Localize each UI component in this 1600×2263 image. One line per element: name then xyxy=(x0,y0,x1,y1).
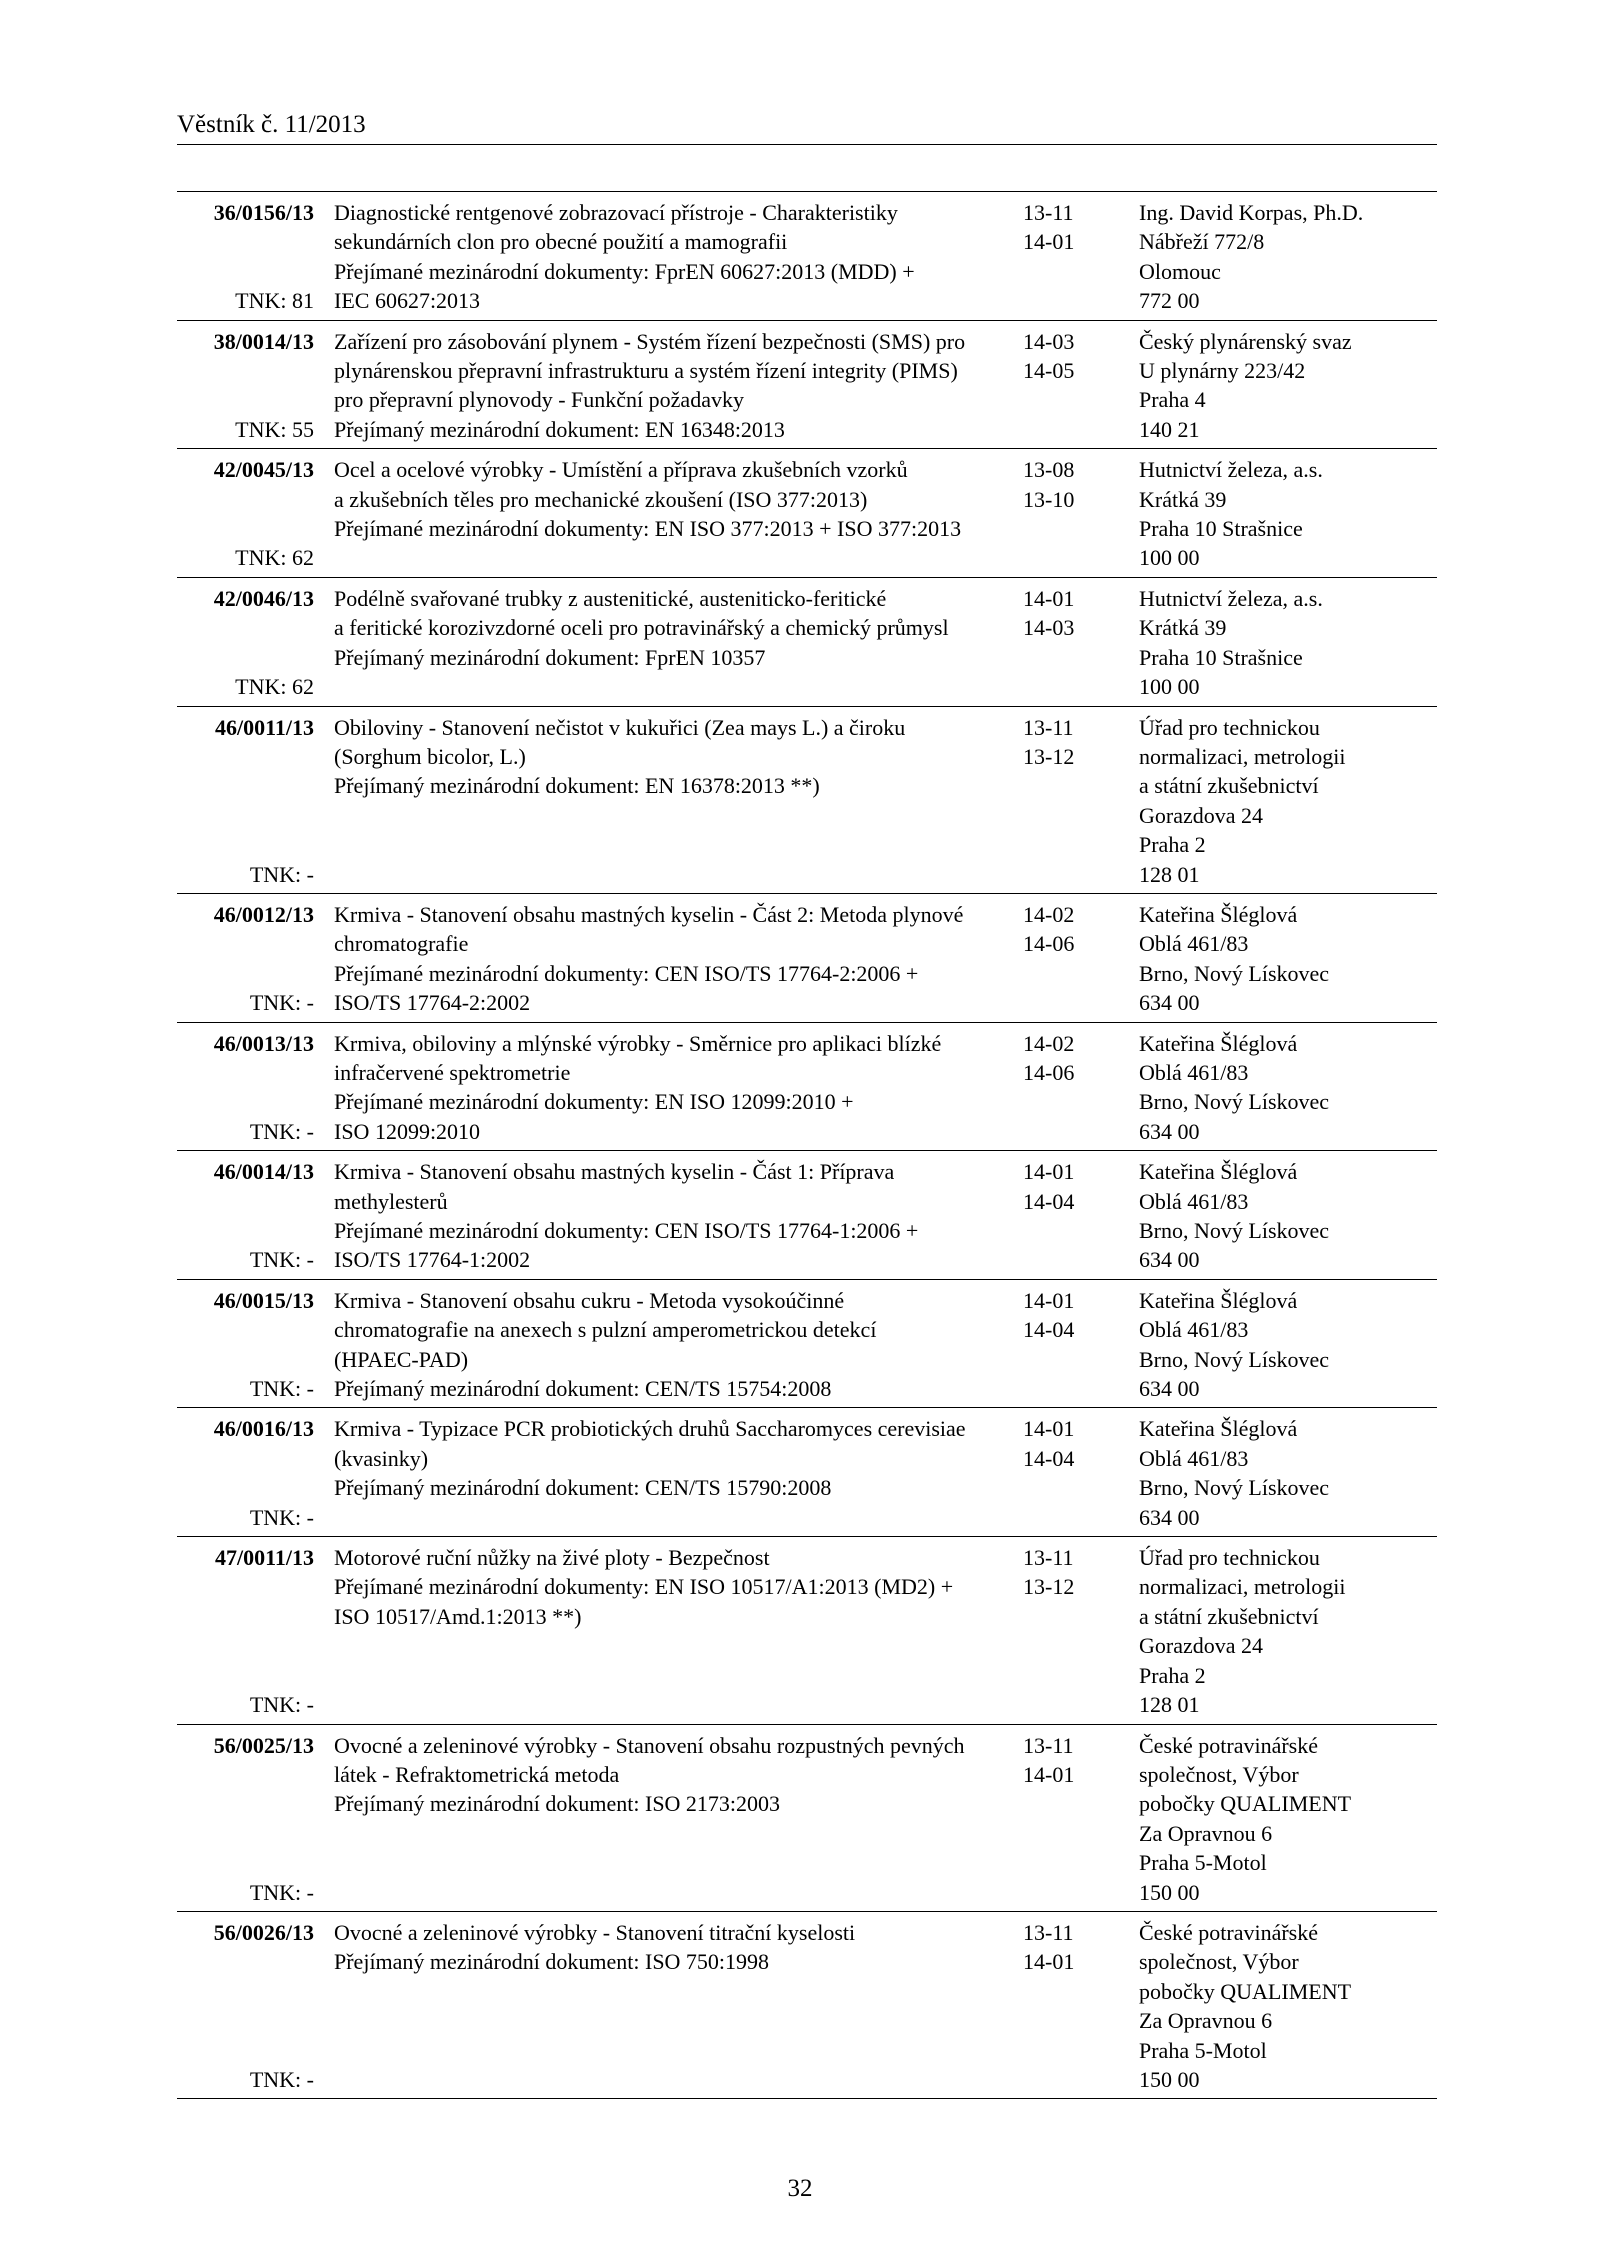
processor-address-cell xyxy=(1139,455,1437,573)
address-line: Praha 5-Motol xyxy=(1139,1850,1267,1876)
title-line: a feritické korozivzdorné oceli pro potravinářský a chemický průmysl xyxy=(334,615,949,641)
address-line: pobočky QUALIMENT xyxy=(1139,1978,1352,2004)
title-line: (Sorghum bicolor, L.) xyxy=(334,743,526,769)
address-line: 128 01 xyxy=(1139,1692,1200,1718)
page-header xyxy=(177,110,1437,145)
address-line: a státní zkušebnictví xyxy=(1139,773,1319,799)
address-line: České potravinářské xyxy=(1139,1732,1318,1758)
address-line: 128 01 xyxy=(1139,861,1200,887)
address-line: Brno, Nový Lískovec xyxy=(1139,1346,1330,1372)
date-value: 14-01 xyxy=(1023,1949,1075,1975)
table-row xyxy=(177,1537,1437,1724)
date-value: 13-11 xyxy=(1023,200,1074,225)
address-line: 634 00 xyxy=(1139,1504,1200,1530)
address-line: Za Opravnou 6 xyxy=(1139,2008,1273,2034)
standard-title-cell xyxy=(314,1157,1023,1275)
table-row xyxy=(177,1725,1437,1912)
processor-address-cell xyxy=(1139,1286,1437,1404)
date-value: 13-08 xyxy=(1023,457,1075,483)
title-line: ISO 10517/Amd.1:2013 **) xyxy=(334,1603,582,1629)
dates-cell xyxy=(1023,584,1139,702)
title-line: Krmiva, obiloviny a mlýnské výrobky - Směrnice pro aplikaci blízké xyxy=(334,1030,942,1056)
date-value: 14-03 xyxy=(1023,615,1075,641)
title-line: Přejímané mezinárodní dokumenty: CEN ISO/TS 17764-1:2006 + xyxy=(334,1218,919,1243)
address-line: Kateřina Šléglová xyxy=(1139,1287,1298,1313)
standard-number: 38/0014/13 xyxy=(213,328,314,354)
date-value: 13-11 xyxy=(1023,1545,1074,1571)
title-line: Krmiva - Stanovení obsahu mastných kyselin - Část 1: Příprava xyxy=(334,1159,895,1185)
title-line: Přejímaný mezinárodní dokument: CEN/TS 15754:2008 xyxy=(334,1376,832,1402)
title-line: Přejímaný mezinárodní dokument: ISO 2173:2003 xyxy=(334,1791,781,1817)
address-line: České potravinářské xyxy=(1139,1919,1318,1945)
date-value: 14-06 xyxy=(1023,931,1075,957)
standard-number: 46/0012/13 xyxy=(213,901,314,927)
standard-id-cell xyxy=(177,1731,314,1907)
standard-id-cell xyxy=(177,584,314,702)
date-value: 14-01 xyxy=(1023,1761,1075,1787)
address-line: Oblá 461/83 xyxy=(1139,931,1249,957)
address-line: 634 00 xyxy=(1139,1376,1200,1402)
date-value: 14-02 xyxy=(1023,901,1075,927)
tnk-label: TNK: 81 xyxy=(235,288,314,314)
date-value: 14-03 xyxy=(1023,328,1075,354)
dates-cell xyxy=(1023,1414,1139,1532)
title-line: IEC 60627:2013 xyxy=(334,288,481,314)
title-line: ISO 12099:2010 xyxy=(334,1118,481,1144)
standard-title-cell xyxy=(314,900,1023,1018)
table-row xyxy=(177,1151,1437,1280)
standard-id-cell xyxy=(177,455,314,573)
address-line: Praha 2 xyxy=(1139,832,1206,858)
address-line: Kateřina Šléglová xyxy=(1139,1159,1298,1185)
title-line: (HPAEC-PAD) xyxy=(334,1346,469,1372)
standard-number: 46/0014/13 xyxy=(213,1159,314,1185)
title-line: Přejímaný mezinárodní dokument: ISO 750:1998 xyxy=(334,1949,770,1975)
table-row xyxy=(177,321,1437,450)
standard-id-cell xyxy=(177,1029,314,1147)
standard-id-cell xyxy=(177,1286,314,1404)
date-value: 14-06 xyxy=(1023,1059,1075,1085)
address-line: 150 00 xyxy=(1139,1879,1200,1905)
standards-table xyxy=(177,191,1437,2099)
title-line: Přejímané mezinárodní dokumenty: EN ISO 10517/A1:2013 (MD2) + xyxy=(334,1574,954,1600)
dates-cell xyxy=(1023,1543,1139,1719)
address-line: Praha 10 Strašnice xyxy=(1139,516,1303,542)
address-line: Oblá 461/83 xyxy=(1139,1445,1249,1471)
standard-number: 46/0015/13 xyxy=(213,1287,314,1313)
date-value: 14-01 xyxy=(1023,1416,1075,1442)
processor-address-cell xyxy=(1139,1731,1437,1907)
table-row xyxy=(177,1408,1437,1537)
address-line: 772 00 xyxy=(1139,288,1200,314)
title-line: ISO/TS 17764-2:2002 xyxy=(334,990,531,1016)
address-line: 150 00 xyxy=(1139,2066,1200,2092)
title-line: Přejímaný mezinárodní dokument: CEN/TS 15790:2008 xyxy=(334,1475,832,1501)
address-line: Oblá 461/83 xyxy=(1139,1059,1249,1085)
title-line: plynárenskou přepravní infrastrukturu a systém řízení integrity (PIMS) xyxy=(334,358,958,384)
standard-number: 56/0026/13 xyxy=(213,1919,314,1945)
dates-cell xyxy=(1023,198,1139,316)
address-line: Brno, Nový Lískovec xyxy=(1139,1089,1330,1115)
address-line: normalizaci, metrologii xyxy=(1139,1574,1346,1600)
tnk-label: TNK: - xyxy=(249,1247,314,1273)
standard-title-cell xyxy=(314,584,1023,702)
title-line: pro přepravní plynovody - Funkční požadavky xyxy=(334,387,744,413)
table-row xyxy=(177,1280,1437,1409)
tnk-label: TNK: - xyxy=(249,1692,314,1718)
tnk-label: TNK: - xyxy=(249,1376,314,1402)
date-value: 13-11 xyxy=(1023,1732,1074,1758)
title-line: chromatografie na anexech s pulzní amperometrickou detekcí xyxy=(334,1317,877,1343)
date-value: 13-11 xyxy=(1023,1919,1074,1945)
title-line: Obiloviny - Stanovení nečistot v kukuřici (Zea mays L.) a čiroku xyxy=(334,714,906,740)
address-line: normalizaci, metrologii xyxy=(1139,743,1346,769)
date-value: 14-01 xyxy=(1023,1287,1075,1313)
standard-number: 42/0046/13 xyxy=(213,585,314,611)
processor-address-cell xyxy=(1139,1414,1437,1532)
address-line: Hutnictví železa, a.s. xyxy=(1139,457,1323,483)
processor-address-cell xyxy=(1139,713,1437,889)
address-line: 634 00 xyxy=(1139,990,1200,1016)
title-line: methylesterů xyxy=(334,1188,448,1214)
processor-address-cell xyxy=(1139,198,1437,316)
title-line: Přejímané mezinárodní dokumenty: FprEN 60627:2013 (MDD) + xyxy=(334,258,915,284)
processor-address-cell xyxy=(1139,1543,1437,1719)
dates-cell xyxy=(1023,1029,1139,1147)
title-line: Krmiva - Stanovení obsahu mastných kyselin - Část 2: Metoda plynové xyxy=(334,901,964,927)
address-line: Ing. David Korpas, Ph.D. xyxy=(1139,200,1364,225)
standard-number: 46/0013/13 xyxy=(213,1030,314,1056)
address-line: Oblá 461/83 xyxy=(1139,1188,1249,1214)
title-line: infračervené spektrometrie xyxy=(334,1059,571,1085)
tnk-label: TNK: - xyxy=(249,1879,314,1905)
address-line: Úřad pro technickou xyxy=(1139,714,1320,740)
standard-id-cell xyxy=(177,198,314,316)
standard-title-cell xyxy=(314,1029,1023,1147)
standard-number: 46/0011/13 xyxy=(214,714,314,740)
address-line: pobočky QUALIMENT xyxy=(1139,1791,1352,1817)
title-line: Krmiva - Stanovení obsahu cukru - Metoda vysokoúčinné xyxy=(334,1287,845,1313)
standard-title-cell xyxy=(314,1543,1023,1719)
address-line: Český plynárenský svaz xyxy=(1139,328,1352,354)
tnk-label: TNK: 62 xyxy=(235,545,314,571)
dates-cell xyxy=(1023,1157,1139,1275)
date-value: 14-05 xyxy=(1023,358,1075,384)
title-line: sekundárních clon pro obecné použití a mamografii xyxy=(334,229,788,255)
address-line: a státní zkušebnictví xyxy=(1139,1603,1319,1629)
processor-address-cell xyxy=(1139,1157,1437,1275)
title-line: Přejímaný mezinárodní dokument: EN 16378:2013 **) xyxy=(334,773,820,799)
address-line: Brno, Nový Lískovec xyxy=(1139,960,1330,986)
table-row xyxy=(177,578,1437,707)
standard-id-cell xyxy=(177,1157,314,1275)
date-value: 14-02 xyxy=(1023,1030,1075,1056)
address-line: Olomouc xyxy=(1139,258,1221,284)
title-line: Přejímané mezinárodní dokumenty: CEN ISO/TS 17764-2:2006 + xyxy=(334,960,919,986)
title-line: Ocel a ocelové výrobky - Umístění a příprava zkušebních vzorků xyxy=(334,457,908,483)
dates-cell xyxy=(1023,1731,1139,1907)
address-line: Krátká 39 xyxy=(1139,615,1227,641)
title-line: Přejímaný mezinárodní dokument: FprEN 10357 xyxy=(334,644,766,670)
tnk-label: TNK: - xyxy=(249,1504,314,1530)
address-line: Úřad pro technickou xyxy=(1139,1545,1320,1571)
standard-title-cell xyxy=(314,327,1023,445)
date-value: 14-04 xyxy=(1023,1188,1075,1214)
tnk-label: TNK: 55 xyxy=(235,416,314,442)
address-line: Gorazdova 24 xyxy=(1139,802,1264,828)
address-line: Praha 5-Motol xyxy=(1139,2037,1267,2063)
address-line: Praha 10 Strašnice xyxy=(1139,644,1303,670)
processor-address-cell xyxy=(1139,584,1437,702)
date-value: 14-04 xyxy=(1023,1445,1075,1471)
title-line: Přejímané mezinárodní dokumenty: EN ISO 12099:2010 + xyxy=(334,1089,854,1115)
dates-cell xyxy=(1023,455,1139,573)
address-line: společnost, Výbor xyxy=(1139,1949,1299,1975)
table-row xyxy=(177,894,1437,1023)
dates-cell xyxy=(1023,900,1139,1018)
standard-title-cell xyxy=(314,1731,1023,1907)
standard-number: 36/0156/13 xyxy=(213,200,314,225)
date-value: 13-10 xyxy=(1023,486,1075,512)
title-line: (kvasinky) xyxy=(334,1445,429,1471)
standard-id-cell xyxy=(177,1918,314,2094)
standard-title-cell xyxy=(314,1918,1023,2094)
date-value: 14-01 xyxy=(1023,1159,1075,1185)
address-line: 100 00 xyxy=(1139,674,1200,700)
address-line: Kateřina Šléglová xyxy=(1139,901,1298,927)
processor-address-cell xyxy=(1139,327,1437,445)
title-line: Diagnostické rentgenové zobrazovací přístroje - Charakteristiky xyxy=(334,200,898,225)
standard-number: 47/0011/13 xyxy=(214,1545,314,1571)
standard-title-cell xyxy=(314,198,1023,316)
address-line: Za Opravnou 6 xyxy=(1139,1820,1273,1846)
tnk-label: TNK: - xyxy=(249,2066,314,2092)
address-line: 100 00 xyxy=(1139,545,1200,571)
standard-id-cell xyxy=(177,1414,314,1532)
standard-id-cell xyxy=(177,1543,314,1719)
tnk-label: TNK: 62 xyxy=(235,674,314,700)
standard-title-cell xyxy=(314,1414,1023,1532)
standard-number: 46/0016/13 xyxy=(213,1416,314,1442)
date-value: 13-11 xyxy=(1023,714,1074,740)
date-value: 14-04 xyxy=(1023,1317,1075,1343)
date-value: 14-01 xyxy=(1023,585,1075,611)
address-line: společnost, Výbor xyxy=(1139,1761,1299,1787)
address-line: Nábřeží 772/8 xyxy=(1139,229,1265,255)
tnk-label: TNK: - xyxy=(249,990,314,1016)
standard-id-cell xyxy=(177,713,314,889)
date-value: 14-01 xyxy=(1023,229,1075,255)
processor-address-cell xyxy=(1139,1029,1437,1147)
tnk-label: TNK: - xyxy=(249,1118,314,1144)
date-value: 13-12 xyxy=(1023,743,1075,769)
date-value: 13-12 xyxy=(1023,1574,1075,1600)
address-line: Gorazdova 24 xyxy=(1139,1633,1264,1659)
standard-title-cell xyxy=(314,713,1023,889)
title-line: Podélně svařované trubky z austenitické, austeniticko-feritické xyxy=(334,585,887,611)
table-row xyxy=(177,192,1437,321)
address-line: 634 00 xyxy=(1139,1118,1200,1144)
tnk-label: TNK: - xyxy=(249,861,314,887)
table-row xyxy=(177,1023,1437,1152)
table-row xyxy=(177,449,1437,578)
journal-title: Věstník č. 11/2013 xyxy=(177,111,366,138)
standard-number: 56/0025/13 xyxy=(213,1732,314,1758)
address-line: Praha 2 xyxy=(1139,1662,1206,1688)
processor-address-cell xyxy=(1139,1918,1437,2094)
standard-title-cell xyxy=(314,1286,1023,1404)
address-line: U plynárny 223/42 xyxy=(1139,358,1306,384)
title-line: Zařízení pro zásobování plynem - Systém řízení bezpečnosti (SMS) pro xyxy=(334,328,966,354)
title-line: chromatografie xyxy=(334,931,469,957)
address-line: 634 00 xyxy=(1139,1247,1200,1273)
title-line: látek - Refraktometrická metoda xyxy=(334,1761,620,1787)
dates-cell xyxy=(1023,327,1139,445)
address-line: 140 21 xyxy=(1139,416,1200,442)
address-line: Hutnictví železa, a.s. xyxy=(1139,585,1323,611)
address-line: Kateřina Šléglová xyxy=(1139,1416,1298,1442)
standard-id-cell xyxy=(177,327,314,445)
title-line: Ovocné a zeleninové výrobky - Stanovení titrační kyselosti xyxy=(334,1919,856,1945)
address-line: Praha 4 xyxy=(1139,387,1206,413)
title-line: Přejímané mezinárodní dokumenty: EN ISO 377:2013 + ISO 377:2013 xyxy=(334,516,962,542)
table-row xyxy=(177,1912,1437,2099)
page-number: 32 xyxy=(787,2175,813,2202)
title-line: Krmiva - Typizace PCR probiotických druhů Saccharomyces cerevisiae xyxy=(334,1416,966,1442)
standard-id-cell xyxy=(177,900,314,1018)
title-line: Přejímaný mezinárodní dokument: EN 16348:2013 xyxy=(334,416,785,442)
address-line: Brno, Nový Lískovec xyxy=(1139,1218,1330,1243)
address-line: Oblá 461/83 xyxy=(1139,1317,1249,1343)
dates-cell xyxy=(1023,1286,1139,1404)
address-line: Brno, Nový Lískovec xyxy=(1139,1475,1330,1501)
processor-address-cell xyxy=(1139,900,1437,1018)
title-line: Ovocné a zeleninové výrobky - Stanovení obsahu rozpustných pevných xyxy=(334,1732,965,1758)
standard-title-cell xyxy=(314,455,1023,573)
table-row xyxy=(177,707,1437,894)
title-line: ISO/TS 17764-1:2002 xyxy=(334,1247,531,1273)
dates-cell xyxy=(1023,713,1139,889)
standard-number: 42/0045/13 xyxy=(213,457,314,483)
dates-cell xyxy=(1023,1918,1139,2094)
title-line: a zkušebních těles pro mechanické zkoušení (ISO 377:2013) xyxy=(334,486,868,512)
address-line: Kateřina Šléglová xyxy=(1139,1030,1298,1056)
title-line: Motorové ruční nůžky na živé ploty - Bezpečnost xyxy=(334,1545,770,1571)
address-line: Krátká 39 xyxy=(1139,486,1227,512)
